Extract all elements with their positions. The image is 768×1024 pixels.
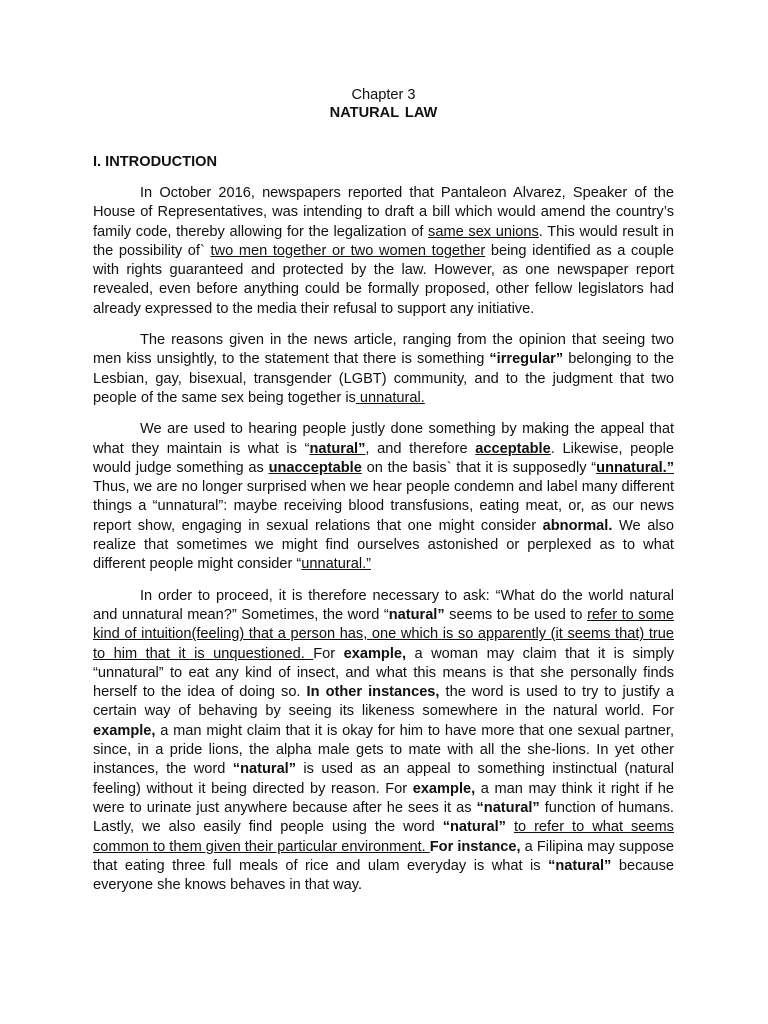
text-run: For bbox=[313, 645, 344, 662]
bold-phrase: example, bbox=[343, 645, 407, 662]
text-run: We also realize that sometimes we might find ourselves astonished or perplexed as to what different people might consider “ bbox=[93, 517, 674, 573]
text-run: seems to be used to bbox=[444, 606, 588, 623]
text-run: . Likewise, people would judge something as bbox=[93, 440, 675, 476]
paragraph-2 bbox=[93, 331, 674, 408]
bold-phrase: natural” bbox=[388, 606, 445, 623]
paragraph-3 bbox=[93, 420, 674, 574]
text-run: the word is used to try to justify a certain way of behaving by seeing its likeness somewhere in the natural world. For bbox=[93, 684, 674, 720]
text-run: belonging to the Lesbian, gay, bisexual, transgender (LGBT) community, and to the judgment that two people of the same sex being together is bbox=[93, 351, 675, 406]
text-run: In October 2016, newspapers reported that Pantaleon Alvarez, Speaker of the House of Representatives, was intending to draft a bill which would amend the country’s family code, thereby allowing for the legalization of bbox=[93, 185, 674, 240]
paragraph-4 bbox=[93, 587, 674, 896]
text-run: because everyone she knows behaves in that way. bbox=[93, 857, 675, 894]
underlined-phrase: refer to some kind of intuition(feeling) that a person has, one which is so apparently (it seems that) true to him that it is unquestioned. bbox=[93, 606, 674, 662]
text-run: , and therefore bbox=[365, 440, 476, 457]
text-run: We are used to hearing people justly done something by making the appeal that what they maintain is what is “ bbox=[93, 421, 674, 457]
text-run: a man may think it right if he were to urinate just anywhere because after he sees it as bbox=[93, 780, 674, 816]
underlined-phrase: to refer to what seems common to them given their particular environment. bbox=[93, 819, 674, 855]
bold-underlined-phrase: acceptable bbox=[475, 440, 551, 457]
section-heading: I. INTRODUCTION bbox=[93, 154, 218, 170]
bold-phrase: example, bbox=[93, 722, 156, 739]
bold-phrase: example, bbox=[412, 780, 476, 797]
bold-phrase: For instance, bbox=[429, 838, 521, 855]
text-run: Thus, we are no longer surprised when we hear people condemn and label many different things a “unnatural”: maybe receiving blood transfusions, eating meat, or, as our news report show, engaging in sexual relations that one might consider bbox=[93, 479, 674, 534]
bold-phrase: “irregular” bbox=[489, 351, 564, 368]
text-run: The reasons given in the news article, ranging from the opinion that seeing two men kiss unsightly, to the statement that there is something bbox=[93, 332, 674, 368]
bold-phrase: “natural” bbox=[232, 761, 297, 778]
text-run: . This would result in the possibility of` bbox=[93, 223, 674, 259]
text-run: a Filipina may suppose that eating three full meals of rice and ulam everyday is what is bbox=[93, 838, 674, 874]
bold-phrase: “natural” bbox=[442, 819, 506, 836]
text-run: In order to proceed, it is therefore necessary to ask: “What do the world natural and unnatural mean?” Sometimes, the word “ bbox=[93, 587, 674, 623]
text-run: a man might claim that it is okay for him to have more that one sexual partner, since, in a pride lions, the alpha male gets to mate with all the she-lions. In yet other instances, the word bbox=[93, 722, 674, 778]
bold-phrase: “natural” bbox=[548, 857, 612, 874]
bold-underlined-phrase: natural” bbox=[309, 440, 366, 457]
bold-phrase: “natural” bbox=[476, 799, 540, 816]
bold-phrase: In other instances, bbox=[306, 684, 440, 701]
text-run: on the basis` that it is supposedly “ bbox=[361, 459, 597, 476]
underlined-phrase: two men together or two women together bbox=[210, 242, 486, 259]
underlined-phrase: same sex unions bbox=[428, 223, 539, 240]
bold-phrase: abnormal. bbox=[542, 517, 613, 534]
text-run: is used as an appeal to something instinctual (natural feeling) without it being directed by reason. For bbox=[93, 761, 674, 797]
underlined-phrase: unnatural.” bbox=[301, 556, 371, 573]
chapter-number: Chapter 3 bbox=[351, 87, 416, 103]
underlined-phrase: unnatural. bbox=[355, 389, 425, 406]
text-run: being identified as a couple with rights guaranteed and protected by the law. However, as one newspaper report revealed, even before anything could be formally proposed, other fellow legislators had already expressed to the media their refusal to support any initiative. bbox=[93, 242, 675, 317]
document-body bbox=[93, 184, 674, 907]
text-run bbox=[506, 819, 514, 835]
bold-underlined-phrase: unacceptable bbox=[268, 459, 362, 476]
text-run: a woman may claim that it is simply “unnatural” to eat any kind of insect, and what this means is that she personally finds herself to the idea of doing so. bbox=[93, 645, 674, 701]
chapter-title: NATURAL LAW bbox=[329, 105, 438, 121]
bold-underlined-phrase: unnatural.” bbox=[596, 459, 674, 476]
text-run: function of humans. Lastly, we also easily find people using the word bbox=[93, 799, 674, 836]
paragraph-1 bbox=[93, 184, 674, 319]
